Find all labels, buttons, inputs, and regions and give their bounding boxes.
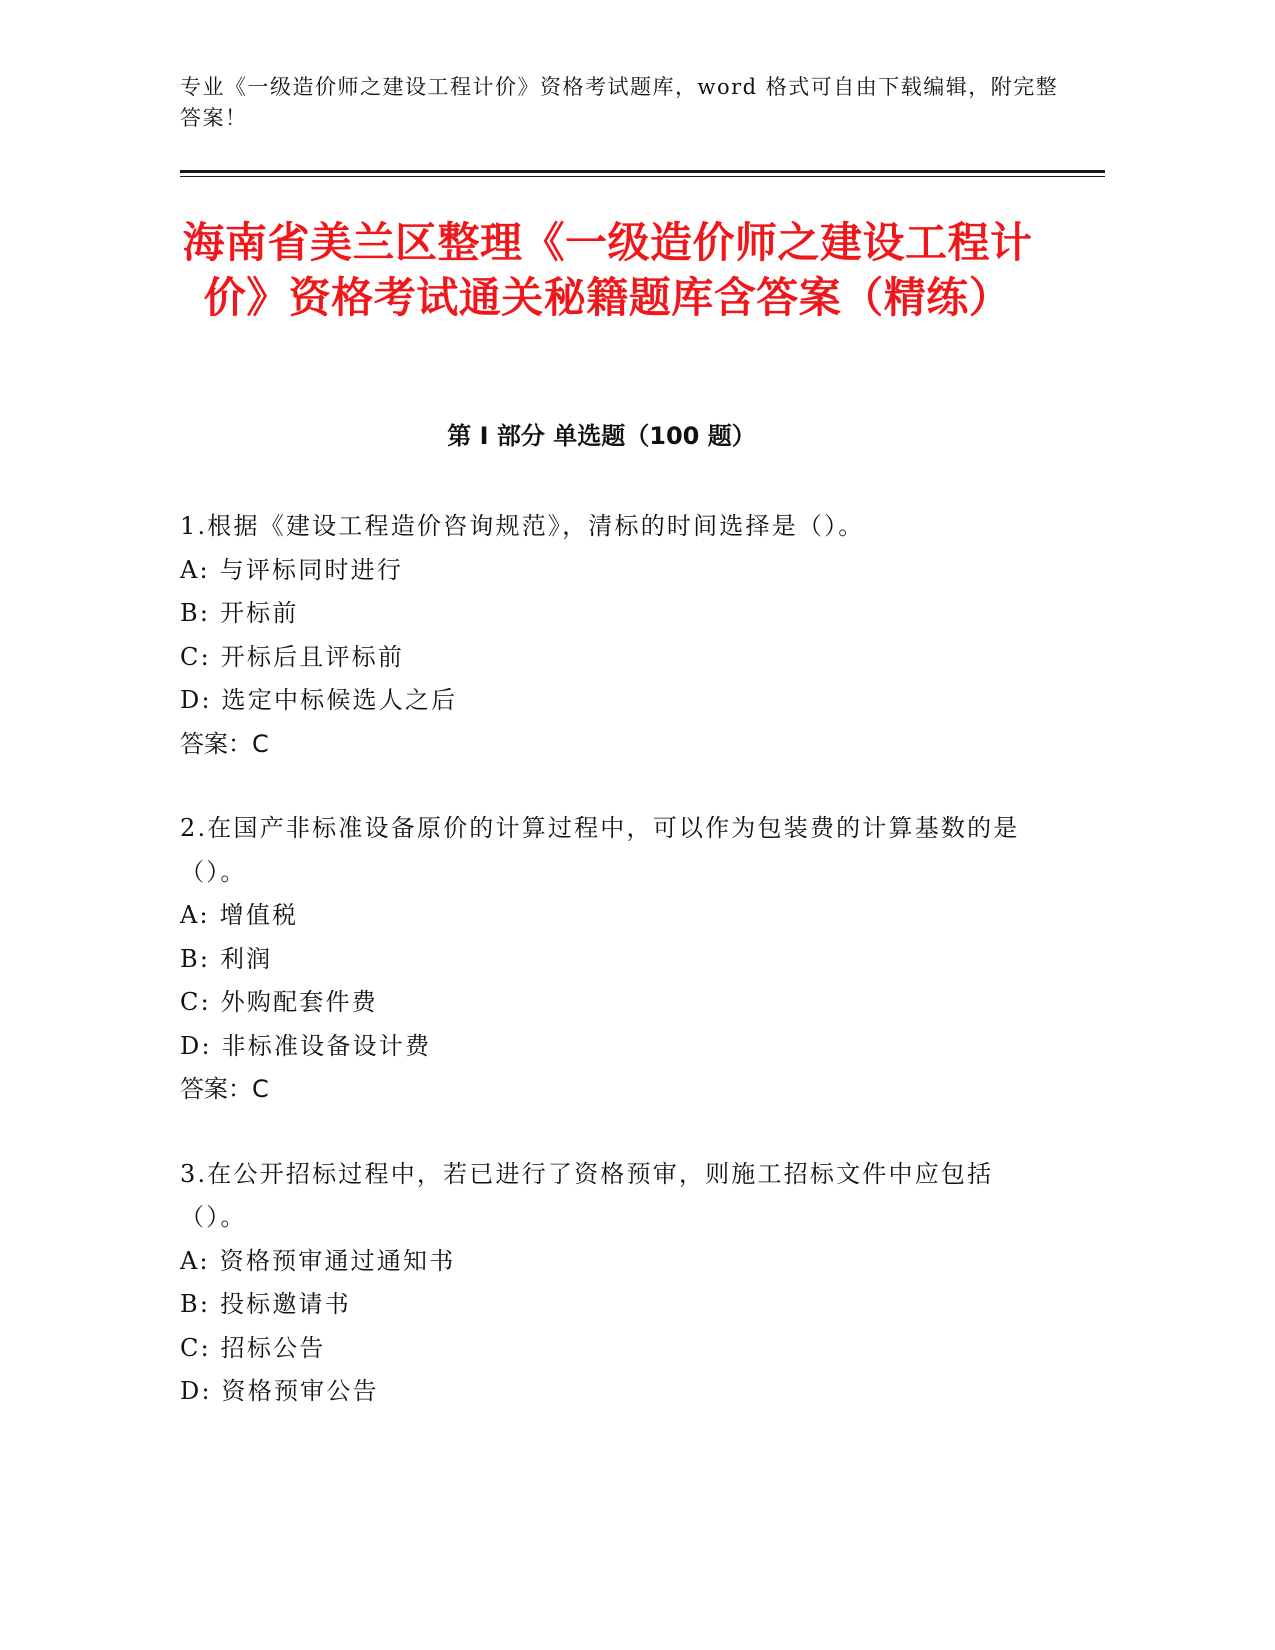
option-c: C: 招标公告 [180, 1333, 326, 1362]
document-title: 海南省美兰区整理《一级造价师之建设工程计价》资格考试通关秘籍题库含答案（精练） [182, 218, 1033, 322]
option-c: C: 开标后且评标前 [180, 642, 405, 671]
option-a: A: 与评标同时进行 [180, 555, 404, 584]
question-3 [180, 1153, 1020, 1414]
answer: 答案：C [180, 1075, 269, 1103]
question-stem: 3.在公开招标过程中，若已进行了资格预审，则施工招标文件中应包括（）。 [180, 1159, 994, 1231]
header-divider-thin [180, 176, 1105, 177]
question-list [180, 505, 1020, 1455]
option-b: B: 利润 [180, 944, 273, 973]
question-2 [180, 807, 1020, 1112]
question-1 [180, 505, 1020, 766]
option-d: D: 资格预审公告 [180, 1377, 379, 1405]
section-title: 第 I 部分 单选题（100 题） [447, 422, 756, 450]
option-c: C: 外购配套件费 [180, 988, 378, 1016]
header-note: 专业《一级造价师之建设工程计价》资格考试题库，word 格式可自由下载编辑，附完整答案！ [180, 75, 1059, 130]
option-d: D: 非标准设备设计费 [180, 1031, 432, 1060]
option-d: D: 选定中标候选人之后 [180, 686, 458, 714]
option-a: A: 增值税 [180, 901, 299, 929]
option-b: B: 开标前 [180, 599, 299, 627]
question-stem: 1.根据《建设工程造价咨询规范》，清标的时间选择是（）。 [180, 512, 865, 540]
header-divider [180, 170, 1105, 173]
answer: 答案：C [180, 729, 269, 758]
option-b: B: 投标邀请书 [180, 1290, 351, 1318]
question-stem: 2.在国产非标准设备原价的计算过程中，可以作为包装费的计算基数的是（）。 [180, 814, 1020, 886]
option-a: A: 资格预审通过通知书 [180, 1246, 456, 1275]
